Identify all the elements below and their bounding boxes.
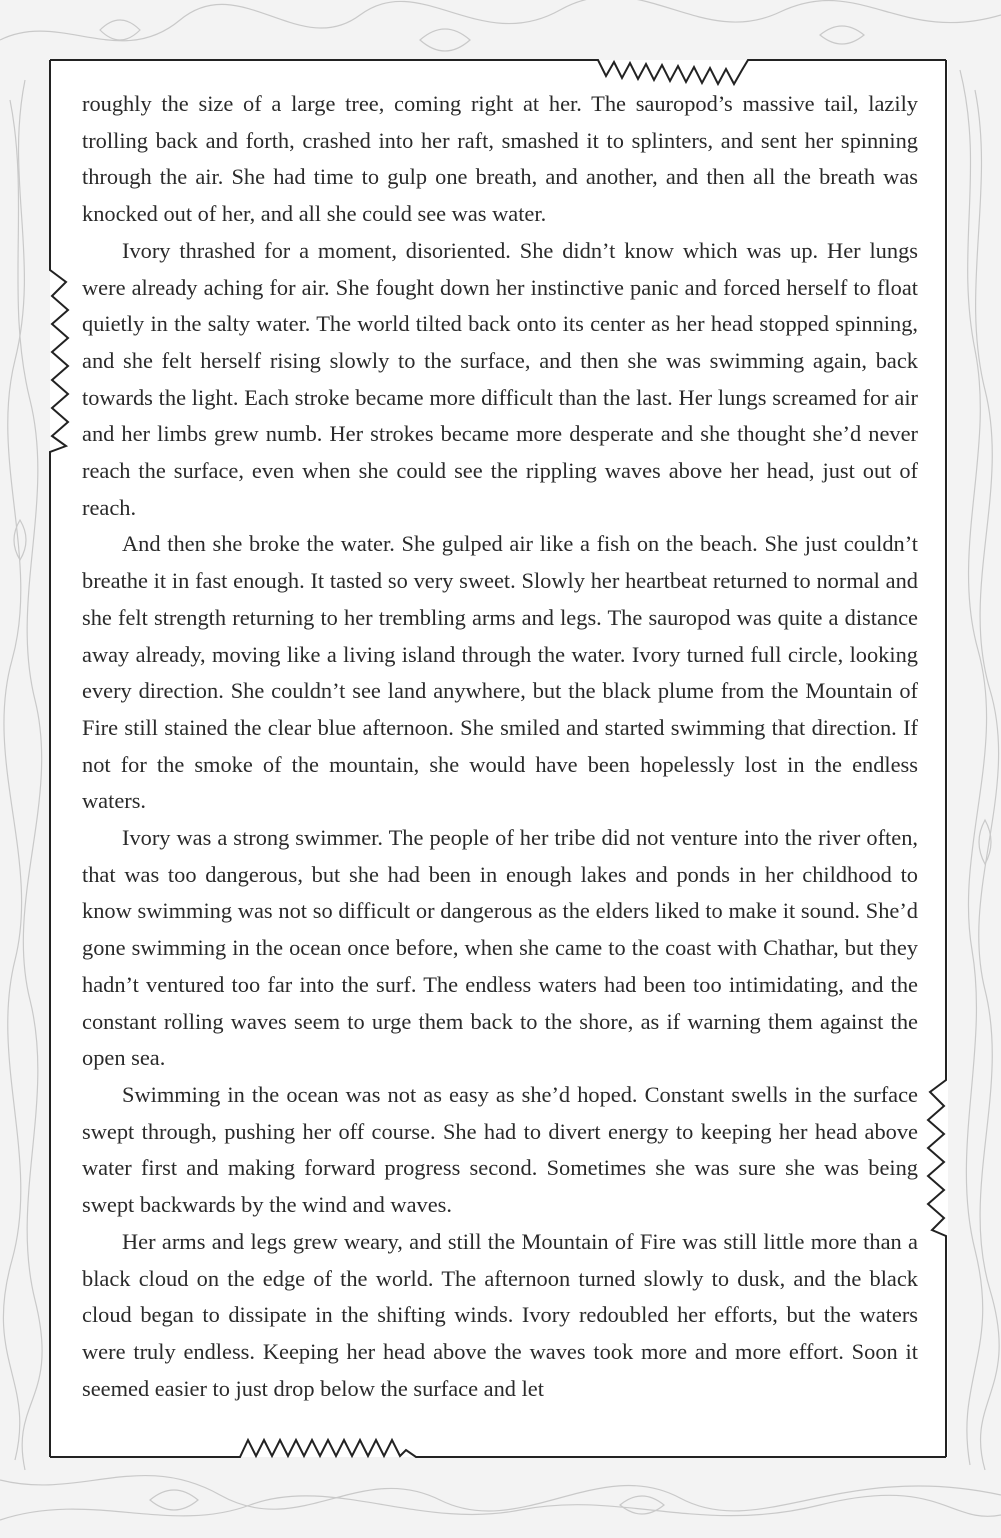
paragraph: Ivory was a strong swimmer. The people of her tribe did not venture into the river often, that was too dangerous, but she had been in enough lakes and ponds in her childhood to know swimming was not so difficult or dangerous as the elders liked to make it sound. She’d gone swimming in the ocean once before, when she came to the coast with Chathar, but they hadn’t ventured too far into the surf. The endless waters had been too intimidating, and the constant rolling waves seem to urge them back to the shore, as if warning them against the open sea. xyxy=(82,825,918,1071)
paragraph: Ivory thrashed for a moment, disoriented. She didn’t know which was up. Her lungs were already aching for air. She fought down her instinctive panic and forced herself to float quietly in the salty water. The world tilted back onto its center as her head stopped spinning, and she felt herself rising slowly to the surface, and then she was swimming again, back towards the light. Each stroke became more difficult than the last. Her lungs screamed for air and her limbs grew numb. Her strokes became more desperate and she thought she’d never reach the surface, even when she could see the rippling waves above her head, just out of reach. xyxy=(82,237,918,520)
paragraph: Her arms and legs grew weary, and still the Mountain of Fire was still little more than a black cloud on the edge of the world. The afternoon turned slowly to dusk, and the black cloud began to dissipate in the shifting winds. Ivory redoubled her efforts, but the waters were truly endless. Keeping her head above the waves took more and more effort. Soon it seemed easier to just drop below the surface and let xyxy=(82,1228,918,1401)
paragraph: And then she broke the water. She gulped air like a fish on the beach. She just couldn’t breathe it in fast enough. It tasted so very sweet. Slowly her heartbeat returned to normal and she felt strength returning to her trembling arms and legs. The sauropod was quite a distance away already, moving like a living island through the water. Ivory turned full circle, looking every direction. She couldn’t see land anywhere, but the black plume from the Mountain of Fire still stained the clear blue afternoon. She smiled and started swimming that direction. If not for the smoke of the mountain, she would have been hopelessly lost in the endless waters. xyxy=(82,531,918,814)
paragraph: roughly the size of a large tree, coming right at her. The sauropod’s massive tail, lazily trolling back and forth, crashed into her raft, smashed it to splinters, and sent her spinning through the air. She had time to gulp one breath, and another, and then all the breath was knocked out of her, and all she could see was water. xyxy=(82,91,918,227)
body-text xyxy=(82,86,918,1407)
paragraph: Swimming in the ocean was not as easy as she’d hoped. Constant swells in the surface swept through, pushing her off course. She had to divert energy to keeping her head above water first and making forward progress second. Sometimes she was sure she was being swept backwards by the wind and waves. xyxy=(82,1081,918,1218)
